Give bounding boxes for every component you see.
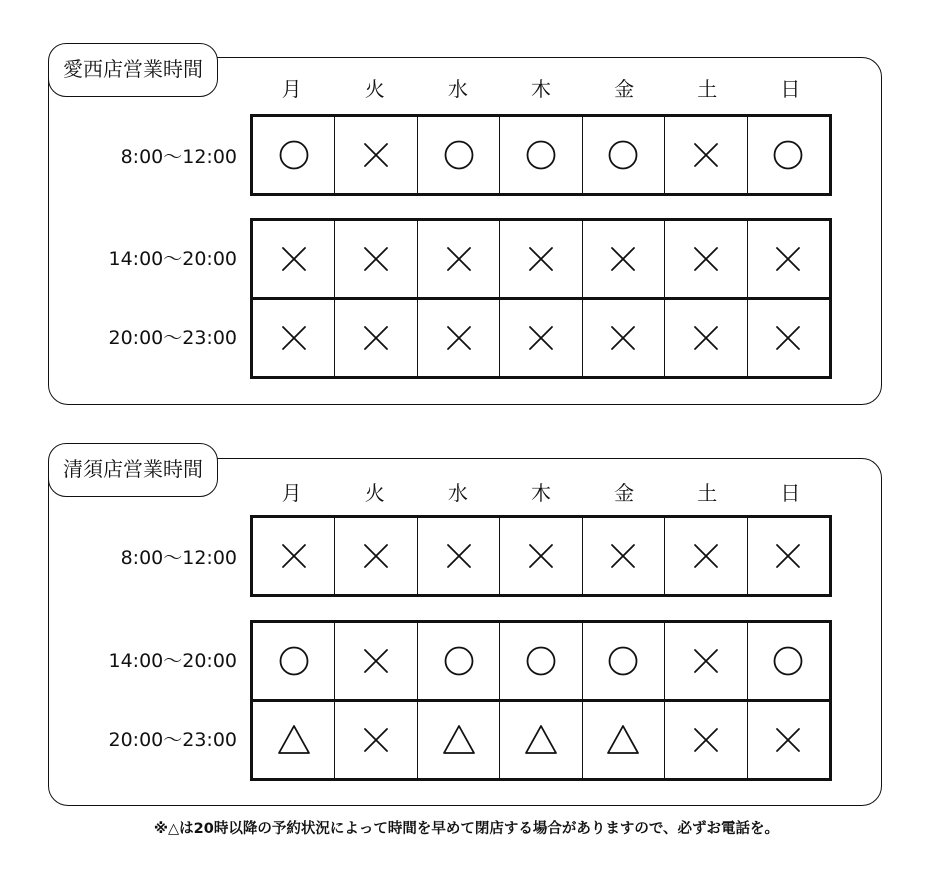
store-title-kiyosu: 清須店営業時間 — [48, 443, 218, 497]
circle-mark-icon — [442, 138, 476, 172]
time-label: 20:00〜23:00 — [108, 729, 237, 751]
store-title-aisai: 愛西店営業時間 — [48, 43, 218, 97]
schedule-cell-sun — [748, 702, 829, 778]
schedule-cell-wed — [418, 117, 500, 193]
cross-mark-icon — [359, 539, 393, 573]
schedule-cell-sun — [748, 221, 829, 297]
cross-mark-icon — [442, 321, 476, 355]
day-label-tue: 火 — [364, 481, 385, 505]
cross-mark-icon — [689, 539, 723, 573]
day-label-wed: 水 — [447, 77, 468, 101]
cross-mark-icon — [606, 321, 640, 355]
schedule-cell-tue — [335, 702, 417, 778]
day-label-fri: 金 — [614, 77, 635, 101]
cross-mark-icon — [359, 321, 393, 355]
schedule-cell-fri — [583, 300, 665, 376]
time-label: 8:00〜12:00 — [120, 146, 237, 168]
schedule-cell-wed — [418, 300, 500, 376]
circle-mark-icon — [606, 644, 640, 678]
schedule-cell-sat — [665, 117, 747, 193]
cross-mark-icon — [359, 138, 393, 172]
schedule-cell-wed — [418, 518, 500, 594]
schedule-grid-evening — [250, 620, 832, 781]
cross-mark-icon — [442, 242, 476, 276]
schedule-cell-tue — [335, 518, 417, 594]
schedule-cell-thu — [500, 221, 582, 297]
cross-mark-icon — [689, 723, 723, 757]
footnote: ※△は20時以降の予約状況によって時間を早めて閉店する場合がありますので、必ずお電話を。 — [153, 821, 780, 837]
schedule-cell-sat — [665, 702, 747, 778]
schedule-grid-evening — [250, 218, 832, 379]
schedule-row — [253, 297, 829, 376]
schedule-cell-fri — [583, 623, 665, 699]
schedule-cell-thu — [500, 117, 582, 193]
day-label-wed: 水 — [447, 481, 468, 505]
schedule-cell-wed — [418, 702, 500, 778]
schedule-cell-tue — [335, 300, 417, 376]
schedule-row — [253, 117, 829, 193]
schedule-cell-fri — [583, 702, 665, 778]
triangle-mark-icon — [442, 723, 476, 757]
time-label: 14:00〜20:00 — [108, 248, 237, 270]
schedule-grid-morning — [250, 114, 832, 196]
time-label: 14:00〜20:00 — [108, 650, 237, 672]
cross-mark-icon — [689, 138, 723, 172]
schedule-cell-fri — [583, 518, 665, 594]
schedule-cell-sun — [748, 300, 829, 376]
schedule-row — [253, 518, 829, 594]
cross-mark-icon — [524, 539, 558, 573]
schedule-row — [253, 623, 829, 699]
schedule-cell-sun — [748, 623, 829, 699]
schedule-cell-sat — [665, 518, 747, 594]
schedule-cell-sat — [665, 300, 747, 376]
schedule-cell-thu — [500, 300, 582, 376]
schedule-cell-mon — [253, 518, 335, 594]
day-label-mon: 月 — [281, 481, 302, 505]
cross-mark-icon — [359, 644, 393, 678]
cross-mark-icon — [771, 321, 805, 355]
circle-mark-icon — [606, 138, 640, 172]
schedule-cell-thu — [500, 702, 582, 778]
schedule-cell-wed — [418, 623, 500, 699]
circle-mark-icon — [277, 644, 311, 678]
schedule-cell-thu — [500, 518, 582, 594]
day-header — [250, 476, 832, 510]
day-label-sat: 土 — [697, 77, 718, 101]
schedule-row — [253, 699, 829, 778]
triangle-mark-icon — [277, 723, 311, 757]
cross-mark-icon — [771, 539, 805, 573]
cross-mark-icon — [606, 539, 640, 573]
schedule-cell-mon — [253, 117, 335, 193]
cross-mark-icon — [689, 321, 723, 355]
day-label-sun: 日 — [780, 481, 801, 505]
schedule-cell-mon — [253, 221, 335, 297]
cross-mark-icon — [442, 539, 476, 573]
circle-mark-icon — [524, 644, 558, 678]
cross-mark-icon — [771, 242, 805, 276]
day-label-thu: 木 — [530, 481, 551, 505]
time-label: 8:00〜12:00 — [120, 547, 237, 569]
schedule-cell-wed — [418, 221, 500, 297]
schedule-cell-tue — [335, 221, 417, 297]
cross-mark-icon — [689, 242, 723, 276]
schedule-cell-sun — [748, 117, 829, 193]
circle-mark-icon — [442, 644, 476, 678]
day-label-mon: 月 — [281, 77, 302, 101]
cross-mark-icon — [606, 242, 640, 276]
cross-mark-icon — [277, 242, 311, 276]
cross-mark-icon — [524, 321, 558, 355]
schedule-cell-sun — [748, 518, 829, 594]
day-label-tue: 火 — [364, 77, 385, 101]
triangle-mark-icon — [524, 723, 558, 757]
cross-mark-icon — [524, 242, 558, 276]
cross-mark-icon — [771, 723, 805, 757]
schedule-cell-mon — [253, 702, 335, 778]
cross-mark-icon — [359, 723, 393, 757]
schedule-cell-sat — [665, 221, 747, 297]
schedule-cell-mon — [253, 623, 335, 699]
day-label-fri: 金 — [614, 481, 635, 505]
circle-mark-icon — [771, 644, 805, 678]
day-label-sun: 日 — [780, 77, 801, 101]
cross-mark-icon — [277, 539, 311, 573]
schedule-grid-morning — [250, 515, 832, 597]
schedule-cell-mon — [253, 300, 335, 376]
schedule-cell-thu — [500, 623, 582, 699]
time-label: 20:00〜23:00 — [108, 327, 237, 349]
cross-mark-icon — [277, 321, 311, 355]
schedule-cell-tue — [335, 623, 417, 699]
schedule-row — [253, 221, 829, 297]
circle-mark-icon — [277, 138, 311, 172]
circle-mark-icon — [771, 138, 805, 172]
day-header — [250, 72, 832, 106]
schedule-cell-tue — [335, 117, 417, 193]
schedule-cell-fri — [583, 221, 665, 297]
circle-mark-icon — [524, 138, 558, 172]
day-label-thu: 木 — [530, 77, 551, 101]
triangle-mark-icon — [606, 723, 640, 757]
schedule-cell-fri — [583, 117, 665, 193]
day-label-sat: 土 — [697, 481, 718, 505]
cross-mark-icon — [689, 644, 723, 678]
schedule-cell-sat — [665, 623, 747, 699]
cross-mark-icon — [359, 242, 393, 276]
